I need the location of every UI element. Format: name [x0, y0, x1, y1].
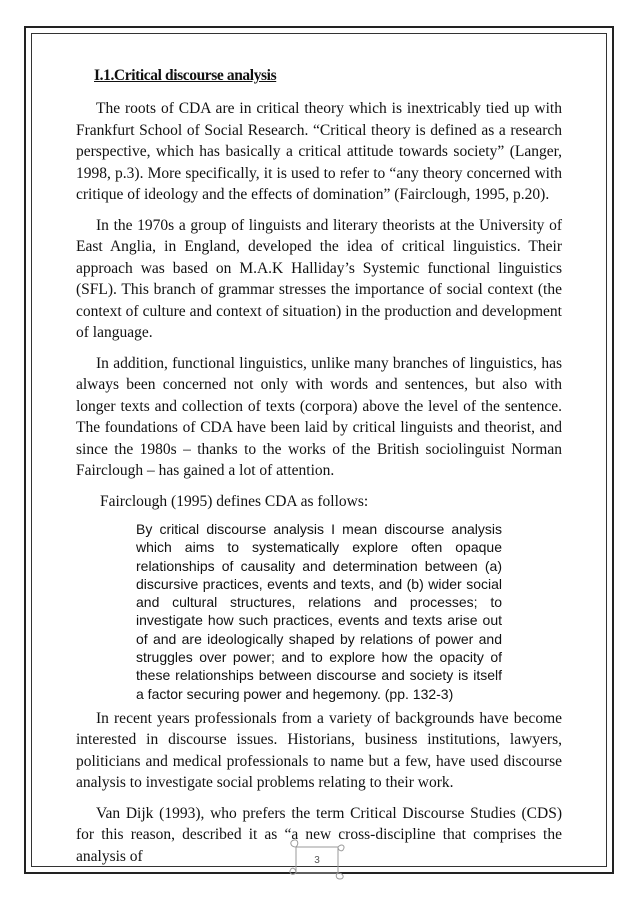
section-heading: I.1.Critical discourse analysis [94, 67, 277, 84]
page-number: 3 [314, 855, 320, 866]
document-body [76, 66, 562, 876]
quote-intro: Fairclough (1995) defines CDA as follows: [100, 492, 369, 510]
block-quote: By critical discourse analysis I mean discourse analysis which aims to systematically explore often opaque relationships of causality and determination between (a) discursive practices, events and texts, and (b) wider social and cultural structures, relations and processes; to investigate how such practices, events and texts arise out of and are ideologically shaped by relations of power and struggles over power; and to explore how the opacity of these relationships between discourse and society is itself a factor securing power and hegemony. (pp. 132-3) [136, 521, 502, 702]
paragraph-critical-linguistics: In the 1970s a group of linguists and literary theorists at the University of East Anglia, in England, developed the idea of critical linguistics. Their approach was based on M.A.K Halliday’s Systemic functional linguistics (SFL). This branch of grammar stresses the importance of social context (the context of culture and context of situation) in the production and development of language. [76, 216, 562, 341]
paragraph-functional-linguistics: In addition, functional linguistics, unlike many branches of linguistics, has always been concerned not only with words and sentences, but also with longer texts and collection of texts (corpora) above the level of the sentence. The foundations of CDA have been laid by critical linguists and theorist, and since the 1980s – thanks to the works of the British sociolinguist Norman Fairclough – has gained a lot of attention. [76, 354, 562, 479]
paragraph-professionals: In recent years professionals from a variety of backgrounds have become interested in discourse issues. Historians, business institutions, lawyers, politicians and medical professionals to name but a few, have used discourse analysis to investigate social problems relating to their work. [76, 709, 562, 792]
paragraph-critical-theory: The roots of CDA are in critical theory which is inextricably tied up with Frankfurt School of Social Research. “Critical theory is defined as a research perspective, which has basically a critical attitude towards society” (Langer, 1998, p.3). More specifically, it is used to refer to “any theory concerned with critique of ideology and the effects of domination” (Fairclough, 1995, p.20). [76, 100, 562, 203]
paragraph-van-dijk: Van Dijk (1993), who prefers the term Critical Discourse Studies (CDS) for this reason, described it as “a new cross-discipline that comprises the analysis of [76, 804, 562, 865]
